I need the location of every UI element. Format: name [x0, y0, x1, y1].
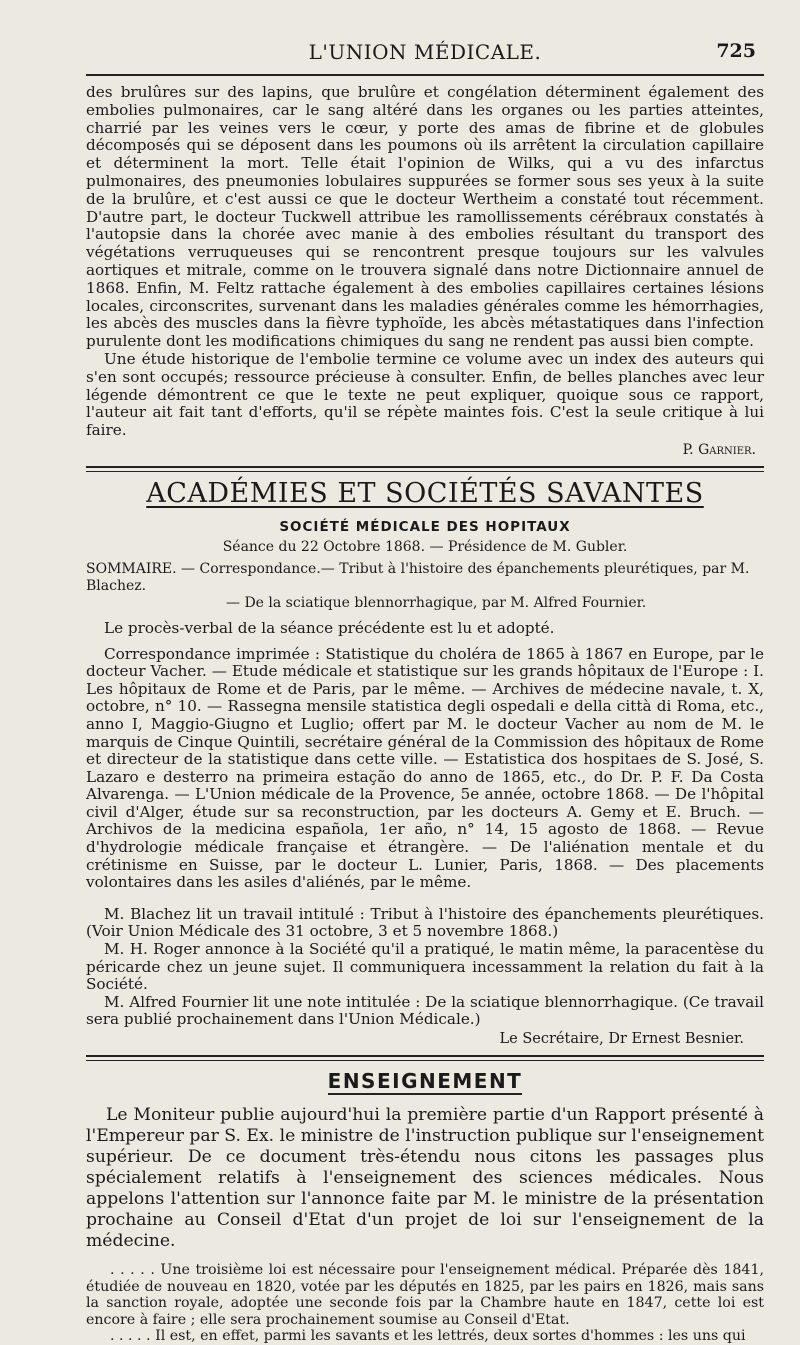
minutes-paragraph: Le procès-verbal de la séance précédente est lu et adopté. [104, 618, 555, 637]
quote-paragraph: . . . . . Une troisième loi est nécessaire pour l'enseignement médical. Préparée dès 1841, étudiée de nouveau en 1820, votée par les députés en 1825, par les pairs en 1826, mais sans la sanction royale, adoptée une seconde fois par la Chambre haute en 1847, cette loi est encore à faire ; elle sera prochainement soumise au Conseil d'Etat. [86, 1262, 764, 1328]
summary-line: — De la sciatique blennorrhagique, par M. Alfred Fournier. [226, 594, 647, 611]
section-heading-text: ENSEIGNEMENT [327, 1069, 523, 1093]
summary-line: SOMMAIRE. — Correspondance.— Tribut à l'histoire des épanchements pleurétiques, par M. Blachez. [86, 560, 750, 594]
running-head [86, 40, 764, 70]
section-heading-enseignement [86, 1069, 764, 1093]
review-paragraph: Une étude historique de l'embolie termine ce volume avec un index des auteurs qui s'en sont occupés; ressource précieuse à consulter. Enfin, de belles planches avec leur légende démontrent ce que le texte ne peut expliquer, quoique sous ce rapport, l'auteur ait fait tant d'efforts, qu'il se répète maintes fois. C'est la seule critique à lui faire. [86, 349, 764, 440]
section-divider [86, 466, 764, 472]
page-content [86, 84, 764, 1345]
review-paragraph: des brulûres sur des lapins, que brulûre et congélation déterminent également des embolies pulmonaires, car le sang altéré dans les organes ou les parties atteintes, charrié par les veines vers le cœur, y porte des amas de fibrine et de globules décomposés qui se déposent dans les poumons où ils arrêtent la circulation capillaire et déterminent la mort. Telle était l'opinion de Wilks, qui a vu des infarctus pulmonaires, des pneumonies lobulaires suppurées se former sous ses yeux à la suite de la brulûre, et c'est aussi ce que le docteur Wertheim a constaté tout récemment. D'autre part, le docteur Tuckwell attribue les ramollissements cérébraux constatés à l'autopsie dans la chorée avec manie à des embolies résultant du transport des végétations verruqueuses qui se rencontrent presque toujours sur les valvules aortiques et mitrale, comme on le trouvera signalé dans notre Dictionnaire annuel de 1868. Enfin, M. Feltz rattache également à des embolies capillaires certaines lésions locales, circonscrites, survenant dans les maladies générales comme les hémorrhagies, les abcès des muscles dans la fièvre typhoïde, les abcès métastatiques dans l'infection purulente dont les modifications chimiques du sang ne rendent pas aussi bien compte. [86, 83, 764, 351]
summary-block [86, 561, 764, 612]
section-heading-academies [86, 478, 764, 509]
page-number: 725 [716, 40, 756, 62]
quote-paragraph: . . . . . Il est, en effet, parmi les savants et les lettrés, deux sortes d'hommes : les uns qui [110, 1328, 746, 1345]
society-minutes [86, 612, 764, 1047]
correspondence-paragraph: Correspondance imprimée : Statistique du choléra de 1865 à 1867 en Europe, par le docteur Vacher. — Etude médicale et statistique sur les grands hôpitaux de l'Europe : I. Les hôpitaux de Rome et de Paris, par le même. — Archives de médecine navale, t. X, octobre, n° 10. — Rassegna mensile statistica degli ospedali e della città di Roma, etc., anno I, Maggio-Giugno et Luglio; offert par M. le docteur Vacher au nom de M. le marquis de Cinque Quintili, secrétaire général de la Commission des hôpitaux de Rome et directeur de la statistique dans cette ville. — Estatistica dos hospitaes de S. José, S. Lazaro e desterro na primeira estação do anno de 1865, etc., do Dr. P. F. Da Costa Alvarenga. — L'Union médicale de la Provence, 5e année, octobre 1868. — De l'hôpital civil d'Alger, étude sur sa reconstruction, par les docteurs A. Gemy et E. Bruch. — Archivos de la medicina española, 1er año, n° 14, 15 agosto de 1868. — Revue d'hydrologie médicale française et étrangère. — De l'aliénation mentale et du crétinisme en Suisse, par le docteur L. Lunier, Paris, 1868. — Des placements volontaires dans les asiles d'aliénés, par le même. [86, 644, 764, 892]
report-quotation [86, 1262, 764, 1345]
minutes-paragraph: M. H. Roger annonce à la Société qu'il a pratiqué, le matin même, la paracentèse du péricarde chez un jeune sujet. Il communiquera incessamment la relation du fait à la Société. [86, 940, 764, 994]
review-signature: P. Garnier. [682, 441, 756, 458]
book-review [86, 84, 764, 458]
secretary-signature: Le Secrétaire, Dr Ernest Besnier. [499, 1031, 744, 1047]
session-line: Séance du 22 Octobre 1868. — Présidence de M. Gubler. [222, 538, 628, 555]
journal-title: L'UNION MÉDICALE. [308, 40, 542, 64]
society-heading: SOCIÉTÉ MÉDICALE DES HOPITAUX [279, 518, 571, 535]
header-rule [86, 74, 764, 76]
enseignement-body [86, 1105, 764, 1252]
minutes-paragraph: M. Alfred Fournier lit une note intitulée : De la sciatique blennorrhagique. (Ce travail sera publié prochainement dans l'Union Médicale.) [86, 992, 764, 1029]
minutes-paragraph: M. Blachez lit un travail intitulé : Tribut à l'histoire des épanchements pleurétiques. (Voir Union Médicale des 31 octobre, 3 et 5 novembre 1868.) [86, 904, 764, 941]
enseignement-paragraph: Le Moniteur publie aujourd'hui la première partie d'un Rapport présenté à l'Empereur par S. Ex. le ministre de l'instruction publique sur l'enseignement supérieur. De ce document très-étendu nous citons les passages plus spécialement relatifs à l'enseignement des sciences médicales. Nous appelons l'attention sur l'annonce faite par M. le ministre de la présentation prochaine au Conseil d'Etat d'un projet de loi sur l'enseignement de la médecine. [86, 1105, 764, 1251]
section-heading-text: ACADÉMIES ET SOCIÉTÉS SAVANTES [146, 477, 704, 509]
section-divider [86, 1055, 764, 1061]
